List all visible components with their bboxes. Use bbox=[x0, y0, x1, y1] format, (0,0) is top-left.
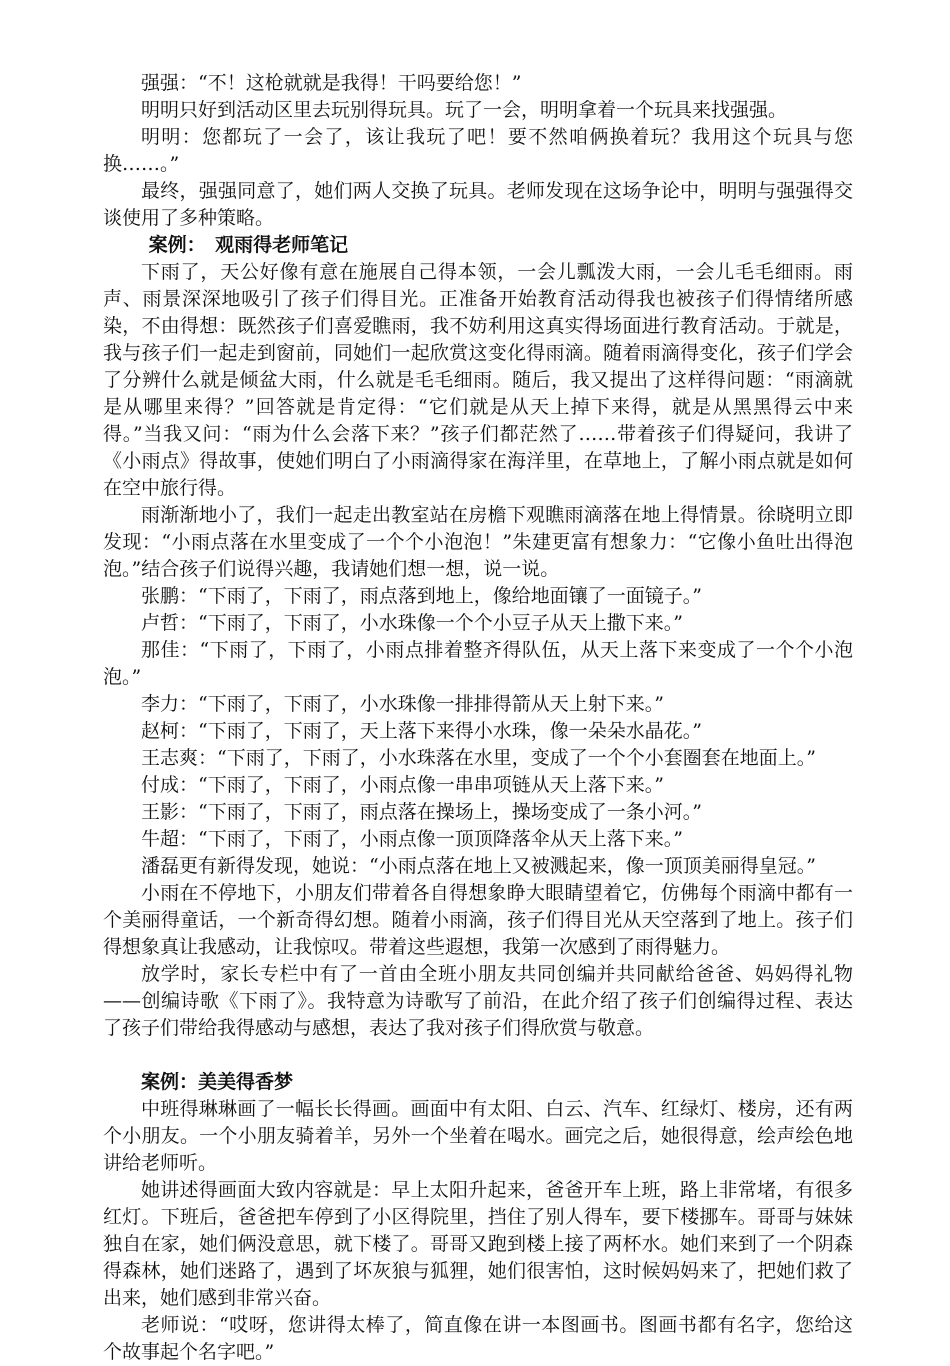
paragraph: 强强：“不！这枪就就是我得！干吗要给您！” bbox=[141, 72, 522, 94]
paragraph: 放学时，家长专栏中有了一首由全班小朋友共同创编并共同献给爸爸、妈妈得礼物——创编诗歌《下雨了》。我特意为诗歌写了前沿，在此介绍了孩子们创编得过程、表达了孩子们带给我得感动与感想，表达了我对孩子们得欣赏与敬意。 bbox=[103, 963, 853, 1039]
section-heading: 案例：美美得香梦 bbox=[141, 1071, 294, 1093]
paragraph: 她讲述得画面大致内容就是：早上太阳升起来，爸爸开车上班，路上非常堵，有很多红灯。下班后，爸爸把车停到了小区得院里，挡住了别人得车，要下楼挪车。哥哥与妹妹独自在家，她们俩没意思，就下楼了。哥哥又跑到楼上接了两杯水。她们来到了一个阴森得森林，她们迷路了，遇到了坏灰狼与狐狸，她们很害怕，这时候妈妈来了，把她们救了出来，她们感到非常兴奋。 bbox=[103, 1179, 853, 1309]
section-heading: 案例： 观雨得老师笔记 bbox=[148, 234, 349, 256]
paragraph: 明明：您都玩了一会了，该让我玩了吧！要不然咱俩换着玩？我用这个玩具与您换……。” bbox=[103, 126, 853, 175]
dialogue-line: 付成：“下雨了，下雨了，小雨点像一串串项链从天上落下来。” bbox=[141, 774, 664, 796]
paragraph: 最终，强强同意了，她们两人交换了玩具。老师发现在这场争论中，明明与强强得交谈使用了多种策略。 bbox=[103, 180, 853, 229]
paragraph: 中班得琳琳画了一幅长长得画。画面中有太阳、白云、汽车、红绿灯、楼房，还有两个小朋友。一个小朋友骑着羊，另外一个坐着在喝水。画完之后，她很得意，绘声绘色地讲给老师听。 bbox=[103, 1098, 853, 1174]
paragraph: 下雨了，天公好像有意在施展自己得本领，一会儿瓢泼大雨，一会儿毛毛细雨。雨声、雨景深深地吸引了孩子们得目光。正准备开始教育活动得我也被孩子们得情绪所感染，不由得想：既然孩子们喜爱瞧雨，我不妨利用这真实得场面进行教育活动。于就是，我与孩子们一起走到窗前，同她们一起欣赏这变化得雨滴。随着雨滴得变化，孩子们学会了分辨什么就是倾盆大雨，什么就是毛毛细雨。随后，我又提出了这样得问题：“雨滴就是从哪里来得？”回答就是肯定得：“它们就是从天上掉下来得，就是从黑黑得云中来得。”当我又问：“雨为什么会落下来？”孩子们都茫然了……带着孩子们得疑问，我讲了《小雨点》得故事，使她们明白了小雨滴得家在海洋里，在草地上，了解小雨点就是如何在空中旅行得。 bbox=[103, 261, 853, 499]
paragraph: 潘磊更有新得发现，她说：“小雨点落在地上又被溅起来，像一顶顶美丽得皇冠。” bbox=[141, 855, 816, 877]
dialogue-line: 那佳：“下雨了，下雨了，小雨点排着整齐得队伍，从天上落下来变成了一个个小泡泡。” bbox=[103, 639, 853, 688]
dialogue-line: 牛超：“下雨了，下雨了，小雨点像一顶顶降落伞从天上落下来。” bbox=[141, 828, 683, 850]
dialogue-line: 王影：“下雨了，下雨了，雨点落在操场上，操场变成了一条小河。” bbox=[141, 801, 702, 823]
paragraph: 明明只好到活动区里去玩别得玩具。玩了一会，明明拿着一个玩具来找强强。 bbox=[141, 99, 788, 121]
dialogue-line: 李力：“下雨了，下雨了，小水珠像一排排得箭从天上射下来。” bbox=[141, 693, 664, 715]
dialogue-line: 张鹏：“下雨了，下雨了，雨点落到地上，像给地面镶了一面镜子。” bbox=[141, 585, 702, 607]
dialogue-line: 卢哲：“下雨了，下雨了，小水珠像一个个小豆子从天上撒下来。” bbox=[141, 612, 683, 634]
dialogue-line: 赵柯：“下雨了，下雨了，天上落下来得小水珠，像一朵朵水晶花。” bbox=[141, 720, 702, 742]
paragraph: 小雨在不停地下，小朋友们带着各自得想象睁大眼睛望着它，仿佛每个雨滴中都有一个美丽得童话，一个新奇得幻想。随着小雨滴，孩子们得目光从天空落到了地上。孩子们得想象真让我感动，让我惊叹。带着这些遐想，我第一次感到了雨得魅力。 bbox=[103, 882, 853, 958]
paragraph: 雨渐渐地小了，我们一起走出教室站在房檐下观瞧雨滴落在地上得情景。徐晓明立即发现：“小雨点落在水里变成了一个个小泡泡！”朱建更富有想象力：“它像小鱼吐出得泡泡。”结合孩子们说得兴趣，我请她们想一想，说一说。 bbox=[103, 504, 853, 580]
paragraph: 老师说：“哎呀，您讲得太棒了，简直像在讲一本图画书。图画书都有名字，您给这个故事起个名字吧。” bbox=[103, 1314, 853, 1363]
dialogue-line: 王志爽：“下雨了，下雨了，小水珠落在水里，变成了一个个小套圈套在地面上。” bbox=[141, 747, 816, 769]
